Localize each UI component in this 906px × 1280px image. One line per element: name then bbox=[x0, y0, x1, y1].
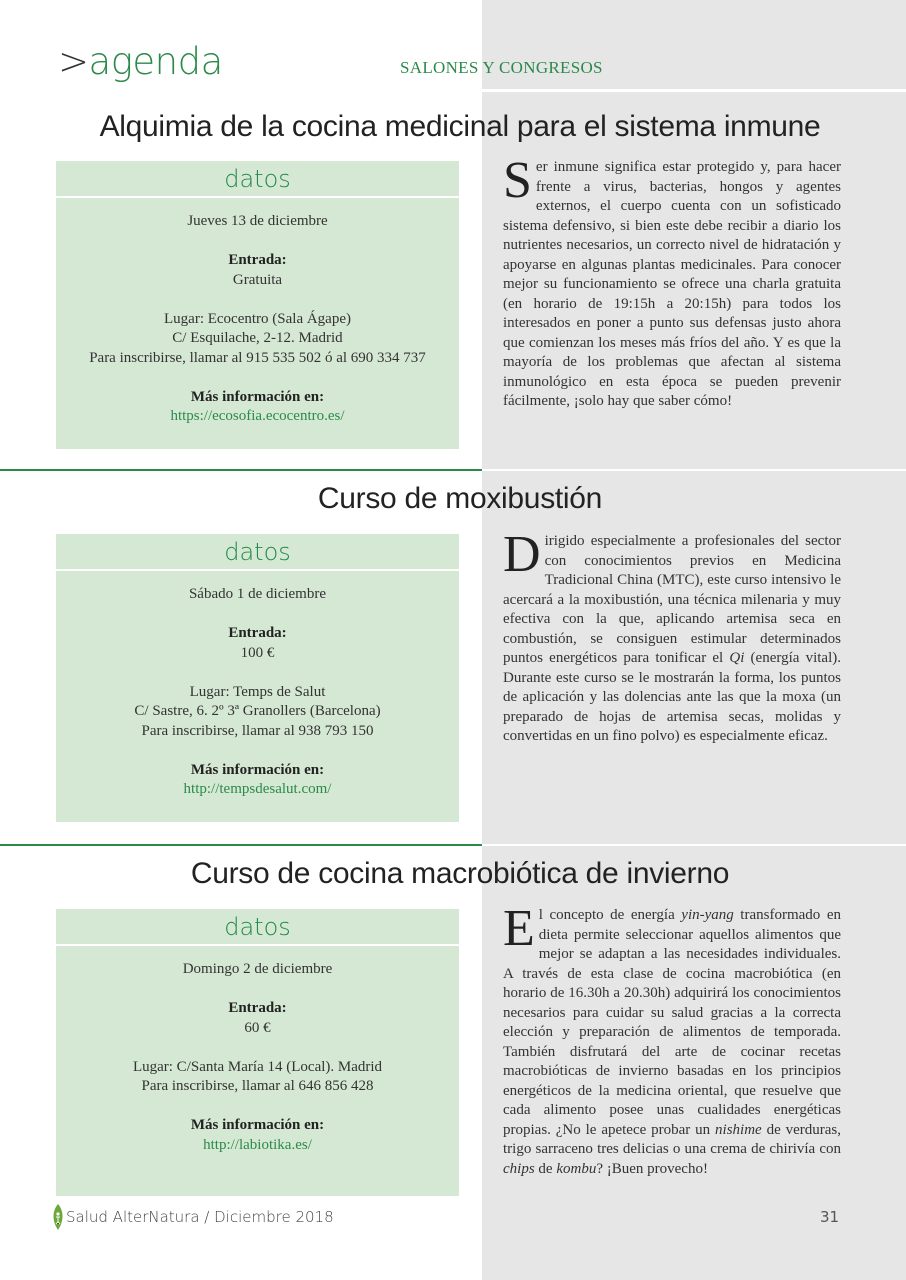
divider bbox=[482, 844, 906, 846]
location-line: Para inscribirse, llamar al 938 793 150 bbox=[141, 722, 374, 739]
divider bbox=[482, 469, 906, 471]
info-link[interactable]: http://labiotika.es/ bbox=[203, 1136, 312, 1153]
location-line: Lugar: Ecocentro (Sala Ágape) bbox=[164, 310, 351, 327]
italic-term: nishime bbox=[715, 1121, 762, 1138]
entrada-label: Entrada: bbox=[228, 1000, 287, 1016]
info-link[interactable]: https://ecosofia.ecocentro.es/ bbox=[170, 408, 345, 424]
drop-cap: E bbox=[503, 900, 535, 957]
info-label: Más información en: bbox=[190, 388, 325, 405]
details-heading: datos bbox=[56, 161, 459, 198]
location-line: Para inscribirse, llamar al 915 535 502 ó al 690 334 737 bbox=[89, 349, 426, 366]
entrada-label: Entrada: bbox=[228, 252, 287, 268]
text-segment: er inmune significa estar protegido y, para hacer frente a virus, bacterias, hongos y agentes externos, el cuerpo cuenta con un sofisticado sistema defensivo, si bien este debe recibir a diario los nutrientes necesarios, un correcto nivel de hidratación y apoyarse en algunas plantas medicinales. Para conocer mejor su funcionamiento se ofrece una charla gratuita (en horario de 19:15h a 20:15h) para todos los interesados en poner a punto sus defensas justo ahora que comienzan los meses más fríos del año. Y es que la mayoría de los problemas que afectan al sistema inmunológico en esta época se pueden prevenir fácilmente, ¡solo hay que saber cómo! bbox=[503, 159, 841, 409]
drop-cap: D bbox=[503, 526, 541, 583]
event-date: Sábado 1 de diciembre bbox=[188, 586, 327, 602]
info-label: Más información en: bbox=[190, 1117, 325, 1133]
location-line: Para inscribirse, llamar al 646 856 428 bbox=[141, 1078, 374, 1094]
section-tag: SALONES Y CONGRESOS bbox=[400, 58, 603, 77]
details-heading: datos bbox=[56, 909, 459, 946]
event-title: Curso de moxibustión bbox=[317, 482, 603, 515]
brand-arrow: > bbox=[58, 40, 89, 83]
divider bbox=[482, 89, 906, 92]
info-label: Más información en: bbox=[190, 761, 325, 778]
event-details-box bbox=[56, 534, 459, 822]
text-segment: transformado en dieta permite seleccionar aquellos alimentos que mejor se adaptan a las necesidades individuales. A través de esta clase de cocina macrobiótica (en horario de 16.30h a 20.30h) adquirirá los conocimientos necesarios para cuidar su salud gracias a la correcta elección y preparación de alimentos de temporada. También disfrutará del arte de cocinar recetas macrobióticas de invierno basadas en los principios energéticos de la medicina oriental, que resuelve que cada alimento posee unas cualidades energéticas propias. ¿No le apetece probar un bbox=[503, 907, 841, 1138]
drop-cap: S bbox=[503, 152, 532, 209]
event-date: Jueves 13 de diciembre bbox=[187, 213, 328, 229]
event-description bbox=[503, 152, 841, 412]
italic-term: chips bbox=[503, 1160, 535, 1177]
text-segment: de bbox=[534, 1160, 557, 1177]
text-segment: irigido especialmente a profesionales del sector con conocimientos previos en Medicina Tradicional China (MTC), este curso intensivo le acercará a la moxibustión, una técnica milenaria y muy efectiva con la que, aplicando artemisa seca en combustión, se consiguen estimular determinados puntos energéticos para tonificar el bbox=[503, 533, 841, 666]
event-title: Curso de cocina macrobiótica de invierno bbox=[190, 857, 730, 890]
text-segment: (energía vital). Durante este curso se le mostrarán la forma, los puntos de aplicación y las dolencias ante las que la moxa (un preparado de hojas de artemisa secas, molidas y convertidas en un fino polvo) es especialmente eficaz. bbox=[503, 650, 841, 744]
section-divider bbox=[0, 469, 482, 471]
italic-term: Qi bbox=[729, 650, 745, 666]
italic-term: kombu bbox=[556, 1160, 597, 1177]
brand-label: agenda bbox=[88, 40, 223, 83]
event-description bbox=[503, 526, 841, 747]
details-heading: datos bbox=[56, 534, 459, 571]
event-details-box bbox=[56, 161, 459, 449]
footer-text: Salud AlterNatura / Diciembre 2018 bbox=[66, 1208, 334, 1226]
entrada-value: 100 € bbox=[240, 644, 275, 661]
brand-agenda bbox=[58, 40, 223, 83]
text-segment: ? ¡Buen provecho! bbox=[596, 1160, 708, 1177]
entrada-value: Gratuita bbox=[232, 271, 283, 288]
section-divider bbox=[0, 844, 482, 846]
page-number: 31 bbox=[820, 1208, 840, 1226]
text-segment: de verduras, trigo sarraceno tres delicias o una crema de chirivía con bbox=[503, 1121, 841, 1157]
event-date: Domingo 2 de diciembre bbox=[182, 961, 333, 977]
entrada-value: 60 € bbox=[244, 1019, 271, 1036]
text-segment: l concepto de energía bbox=[538, 907, 682, 923]
location-line: C/ Esquilache, 2-12. Madrid bbox=[172, 330, 343, 346]
event-title: Alquimia de la cocina medicinal para el sistema inmune bbox=[99, 110, 821, 143]
footer-publication bbox=[66, 1208, 334, 1226]
location-line: Lugar: Temps de Salut bbox=[189, 683, 326, 700]
event-description bbox=[503, 900, 841, 1179]
italic-term: yin-yang bbox=[681, 907, 734, 923]
info-link[interactable]: http://tempsdesalut.com/ bbox=[183, 781, 332, 797]
location-line: Lugar: C/Santa María 14 (Local). Madrid bbox=[132, 1058, 383, 1075]
leaf-logo-icon bbox=[52, 1204, 64, 1230]
location-line: C/ Sastre, 6. 2º 3ª Granollers (Barcelona) bbox=[134, 703, 381, 719]
event-details-box bbox=[56, 909, 459, 1196]
entrada-label: Entrada: bbox=[228, 625, 287, 641]
